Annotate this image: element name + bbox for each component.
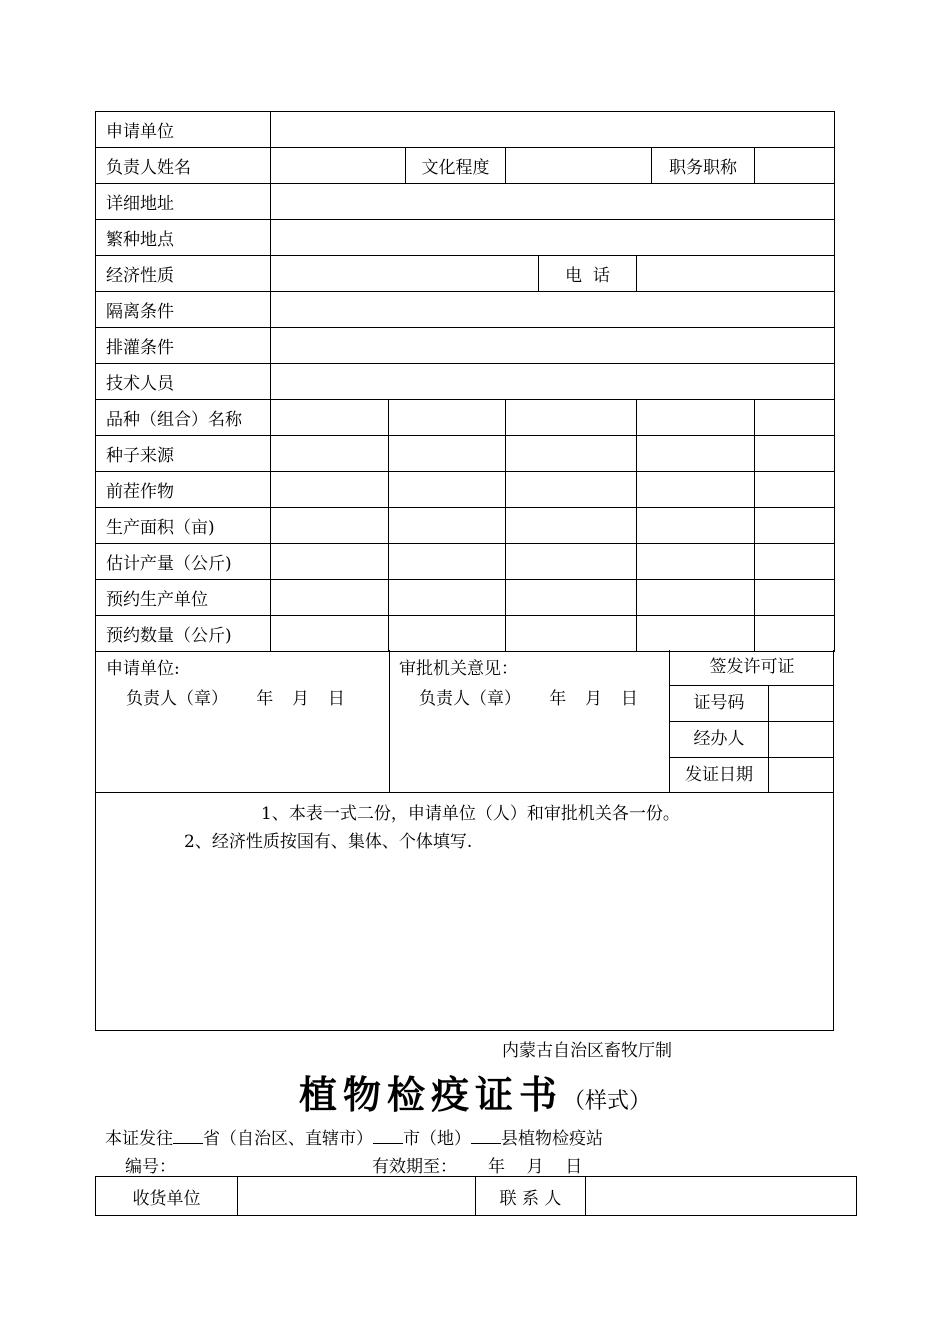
cell[interactable] [271,436,389,472]
certificate-title-main: 植物检疫证书 [298,1072,563,1117]
issue-date-label: 发证日期 [670,758,769,793]
permit-number-row[interactable] [670,686,834,722]
table-row [96,400,835,436]
note-2: 2、经济性质按国有、集体、个体填写. [184,832,473,852]
cell[interactable] [271,508,389,544]
certificate-title [0,1064,950,1119]
cell[interactable] [389,580,506,616]
field-phone[interactable] [637,256,835,292]
field-applicant-unit[interactable] [271,112,835,148]
label-responsible-name: 负责人姓名 [96,148,271,184]
label-contracted-quantity: 预约数量（公斤) [96,616,271,652]
cell[interactable] [755,508,835,544]
label-economic-nature: 经济性质 [96,256,271,292]
cell[interactable] [389,472,506,508]
cell[interactable] [755,436,835,472]
signature-section [95,650,834,793]
note-1: 1、本表一式二份，申请单位（人）和审批机关各一份。 [261,804,680,824]
blank-province[interactable] [173,1129,203,1144]
applicant-sign: 负责人（章） 年 月 日 [126,689,345,709]
cell[interactable] [637,508,755,544]
permit-number-label: 证号码 [670,686,769,721]
approval-sign: 负责人（章） 年 月 日 [419,689,638,709]
label-estimated-yield: 估计产量（公斤) [96,544,271,580]
permit-header: 签发许可证 [670,650,834,686]
handler-label: 经办人 [670,722,769,757]
field-economic-nature[interactable] [271,256,539,292]
field-job-title[interactable] [755,148,835,184]
cell[interactable] [506,472,637,508]
cell[interactable] [755,544,835,580]
cell[interactable] [271,544,389,580]
label-phone: 电 话 [539,256,637,292]
table-row [96,436,835,472]
contact-label: 联 系 人 [476,1177,586,1216]
certificate-title-sub: （样式） [563,1089,652,1114]
cell[interactable] [755,580,835,616]
blank-county[interactable] [471,1129,501,1144]
label-variety-name: 品种（组合）名称 [96,400,271,436]
label-breeding-site: 繁种地点 [96,220,271,256]
cell[interactable] [755,472,835,508]
cell[interactable] [271,580,389,616]
table-row [96,508,835,544]
cell[interactable] [755,616,835,652]
table-row [96,616,835,652]
table-row [96,472,835,508]
cell[interactable] [389,436,506,472]
cell[interactable] [755,400,835,436]
receiver-label: 收货单位 [96,1177,238,1216]
valid-date: 年 月 日 [488,1157,583,1177]
field-education[interactable] [506,148,652,184]
field-breeding-site[interactable] [271,220,835,256]
label-technicians: 技术人员 [96,364,271,400]
cell[interactable] [506,580,637,616]
issue-date-row[interactable] [670,758,834,793]
label-contracted-unit: 预约生产单位 [96,580,271,616]
cell[interactable] [637,544,755,580]
handler-row[interactable] [670,722,834,758]
application-form [95,111,835,652]
label-applicant-unit: 申请单位 [96,112,271,148]
label-job-title: 职务职称 [652,148,755,184]
label-address: 详细地址 [96,184,271,220]
destination-province: 省（自治区、直辖市） [203,1129,373,1149]
cell[interactable] [389,508,506,544]
label-irrigation: 排灌条件 [96,328,271,364]
label-isolation: 隔离条件 [96,292,271,328]
permit-box [670,650,835,792]
valid-label: 有效期至： [372,1157,457,1177]
field-irrigation[interactable] [271,328,835,364]
cell[interactable] [271,472,389,508]
label-seed-source: 种子来源 [96,436,271,472]
issuer-credit: 内蒙古自治区畜牧厅制 [502,1041,672,1061]
table-row [96,544,835,580]
label-education: 文化程度 [406,148,506,184]
field-technicians[interactable] [271,364,835,400]
cell[interactable] [506,400,637,436]
approval-label: 审批机关意见： [399,659,518,679]
cell[interactable] [271,616,389,652]
label-production-area: 生产面积（亩) [96,508,271,544]
destination-line [105,1124,603,1149]
cell[interactable] [506,616,637,652]
notes-box [95,793,834,1031]
cell[interactable] [389,544,506,580]
cell[interactable] [506,508,637,544]
cell[interactable] [637,472,755,508]
field-address[interactable] [271,184,835,220]
number-label: 编号： [125,1157,176,1177]
applicant-signature-box[interactable] [96,650,390,792]
cell[interactable] [637,616,755,652]
field-isolation[interactable] [271,292,835,328]
applicant-label: 申请单位: [106,659,180,679]
cell[interactable] [637,400,755,436]
cell[interactable] [506,544,637,580]
destination-city: 市（地） [403,1129,471,1149]
receiver-field[interactable] [238,1177,476,1216]
approval-opinion-box[interactable] [389,650,670,792]
destination-county: 县植物检疫站 [501,1129,603,1149]
receiver-table [95,1176,857,1216]
blank-city[interactable] [373,1129,403,1144]
cell[interactable] [389,400,506,436]
cell[interactable] [637,436,755,472]
contact-field[interactable] [586,1177,857,1216]
cell[interactable] [389,616,506,652]
destination-prefix: 本证发往 [105,1129,173,1149]
cell[interactable] [637,580,755,616]
label-previous-crop: 前茬作物 [96,472,271,508]
table-row [96,580,835,616]
cell[interactable] [271,400,389,436]
cell[interactable] [506,436,637,472]
field-responsible-name[interactable] [271,148,406,184]
